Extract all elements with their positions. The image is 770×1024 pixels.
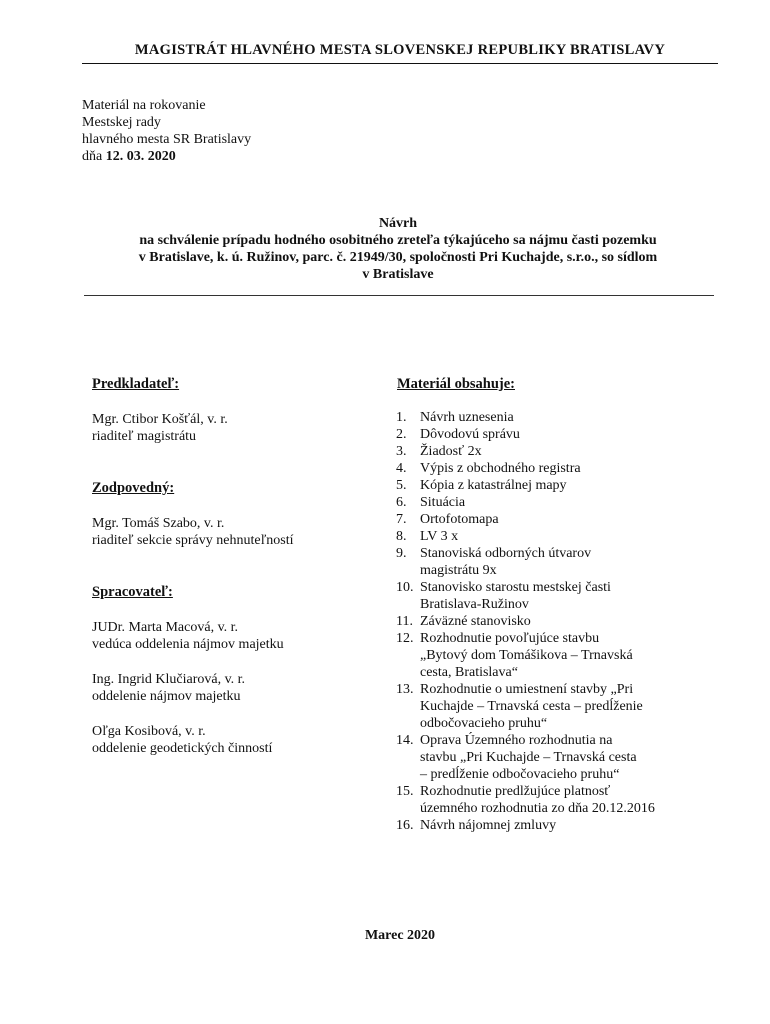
intro-date-line <box>82 148 251 165</box>
list-item <box>396 545 696 579</box>
proposal-line-2: v Bratislave, k. ú. Ružinov, parc. č. 21949/30, spoločnosti Pri Kuchajde, s.r.o., so sídlom <box>138 250 658 265</box>
list-item-text: Dôvodovú správu <box>420 427 520 442</box>
preparer-name: JUDr. Marta Macová, v. r. <box>92 620 239 635</box>
submitter-heading: Predkladateľ: <box>92 376 180 392</box>
list-item-number: 2. <box>396 427 407 442</box>
list-item <box>396 783 696 817</box>
page-header: MAGISTRÁT HLAVNÉHO MESTA SLOVENSKEJ REPUBLIKY BRATISLAVY <box>82 42 718 64</box>
list-item-text: Oprava Územného rozhodnutia na stavbu „Pri Kuchajde – Trnavská cesta – predĺženie odbočovacieho pruhu“ <box>420 733 637 782</box>
list-item <box>396 579 696 613</box>
list-item <box>396 460 696 477</box>
proposal-line-3: v Bratislave <box>362 267 434 282</box>
list-item <box>396 681 696 732</box>
list-item <box>396 494 696 511</box>
list-item-number: 16. <box>396 818 414 833</box>
list-item-number: 9. <box>396 546 407 561</box>
list-item-number: 8. <box>396 529 407 544</box>
list-item <box>396 613 696 630</box>
submitter-role: riaditeľ magistrátu <box>92 429 197 444</box>
list-item-number: 1. <box>396 410 407 425</box>
list-item <box>396 528 696 545</box>
proposal-title <box>82 215 714 283</box>
list-item-text: Kópia z katastrálnej mapy <box>420 478 567 493</box>
list-item-number: 12. <box>396 631 414 646</box>
list-item-text: Návrh uznesenia <box>420 410 514 425</box>
list-item <box>396 630 696 681</box>
list-item-number: 5. <box>396 478 407 493</box>
proposal-heading: Návrh <box>378 216 418 231</box>
preparer-heading: Spracovateľ: <box>92 584 173 600</box>
intro-line-3: hlavného mesta SR Bratislavy <box>82 132 252 147</box>
contents-list <box>396 409 696 834</box>
list-item <box>396 409 696 426</box>
list-item-text: Rozhodnutie o umiestnení stavby „Pri Kuchajde – Trnavská cesta – predĺženie odbočovacieho pruhu“ <box>420 682 643 731</box>
list-item-text: Rozhodnutie povoľujúce stavbu „Bytový dom Tomášikova – Trnavská cesta, Bratislava“ <box>420 631 633 680</box>
list-item-number: 6. <box>396 495 407 510</box>
list-item <box>396 511 696 528</box>
list-item-text: LV 3 x <box>420 529 459 544</box>
list-item <box>396 477 696 494</box>
intro-block <box>82 97 251 165</box>
list-item-number: 7. <box>396 512 407 527</box>
footer-date: Marec 2020 <box>364 928 436 943</box>
preparer-role: vedúca oddelenia nájmov majetku <box>92 637 284 652</box>
responsible-role: riaditeľ sekcie správy nehnuteľností <box>92 533 294 548</box>
list-item-text: Rozhodnutie predlžujúce platnosť územného rozhodnutia zo dňa 20.12.2016 <box>420 784 655 816</box>
list-item-number: 13. <box>396 682 414 697</box>
contents-heading: Materiál obsahuje: <box>397 376 515 392</box>
right-column <box>396 376 696 834</box>
list-item-number: 10. <box>396 580 414 595</box>
intro-line-1: Materiál na rokovanie <box>82 98 206 113</box>
preparer-role: oddelenie geodetických činností <box>92 741 273 756</box>
preparer-role: oddelenie nájmov majetku <box>92 689 241 704</box>
list-item-number: 3. <box>396 444 407 459</box>
intro-date-prefix: dňa <box>82 149 103 164</box>
list-item-text: Výpis z obchodného registra <box>420 461 581 476</box>
responsible-heading: Zodpovedný: <box>92 480 175 496</box>
list-item-text: Ortofotomapa <box>420 512 499 527</box>
list-item-text: Žiadosť 2x <box>420 444 482 459</box>
list-item-number: 11. <box>396 614 413 629</box>
list-item <box>396 732 696 783</box>
title-divider <box>84 295 714 296</box>
list-item-text: Záväzné stanovisko <box>420 614 531 629</box>
intro-line-2: Mestskej rady <box>82 115 161 130</box>
left-column <box>92 376 372 757</box>
list-item <box>396 426 696 443</box>
list-item-text: Stanoviská odborných útvarov magistrátu 9x <box>420 546 592 578</box>
list-item-text: Návrh nájomnej zmluvy <box>420 818 557 833</box>
proposal-line-1: na schválenie prípadu hodného osobitného zreteľa týkajúceho sa nájmu časti pozemku <box>139 233 657 248</box>
list-item-number: 4. <box>396 461 407 476</box>
intro-date: 12. 03. 2020 <box>105 149 176 164</box>
list-item <box>396 817 696 834</box>
list-item-number: 15. <box>396 784 414 799</box>
preparer-name: Ing. Ingrid Klučiarová, v. r. <box>92 672 246 687</box>
list-item-number: 14. <box>396 733 414 748</box>
list-item-text: Situácia <box>420 495 466 510</box>
submitter-name: Mgr. Ctibor Košťál, v. r. <box>92 412 228 427</box>
list-item <box>396 443 696 460</box>
preparer-name: Oľga Kosibová, v. r. <box>92 724 206 739</box>
responsible-name: Mgr. Tomáš Szabo, v. r. <box>92 516 225 531</box>
list-item-text: Stanovisko starostu mestskej časti Bratislava-Ružinov <box>420 580 611 612</box>
